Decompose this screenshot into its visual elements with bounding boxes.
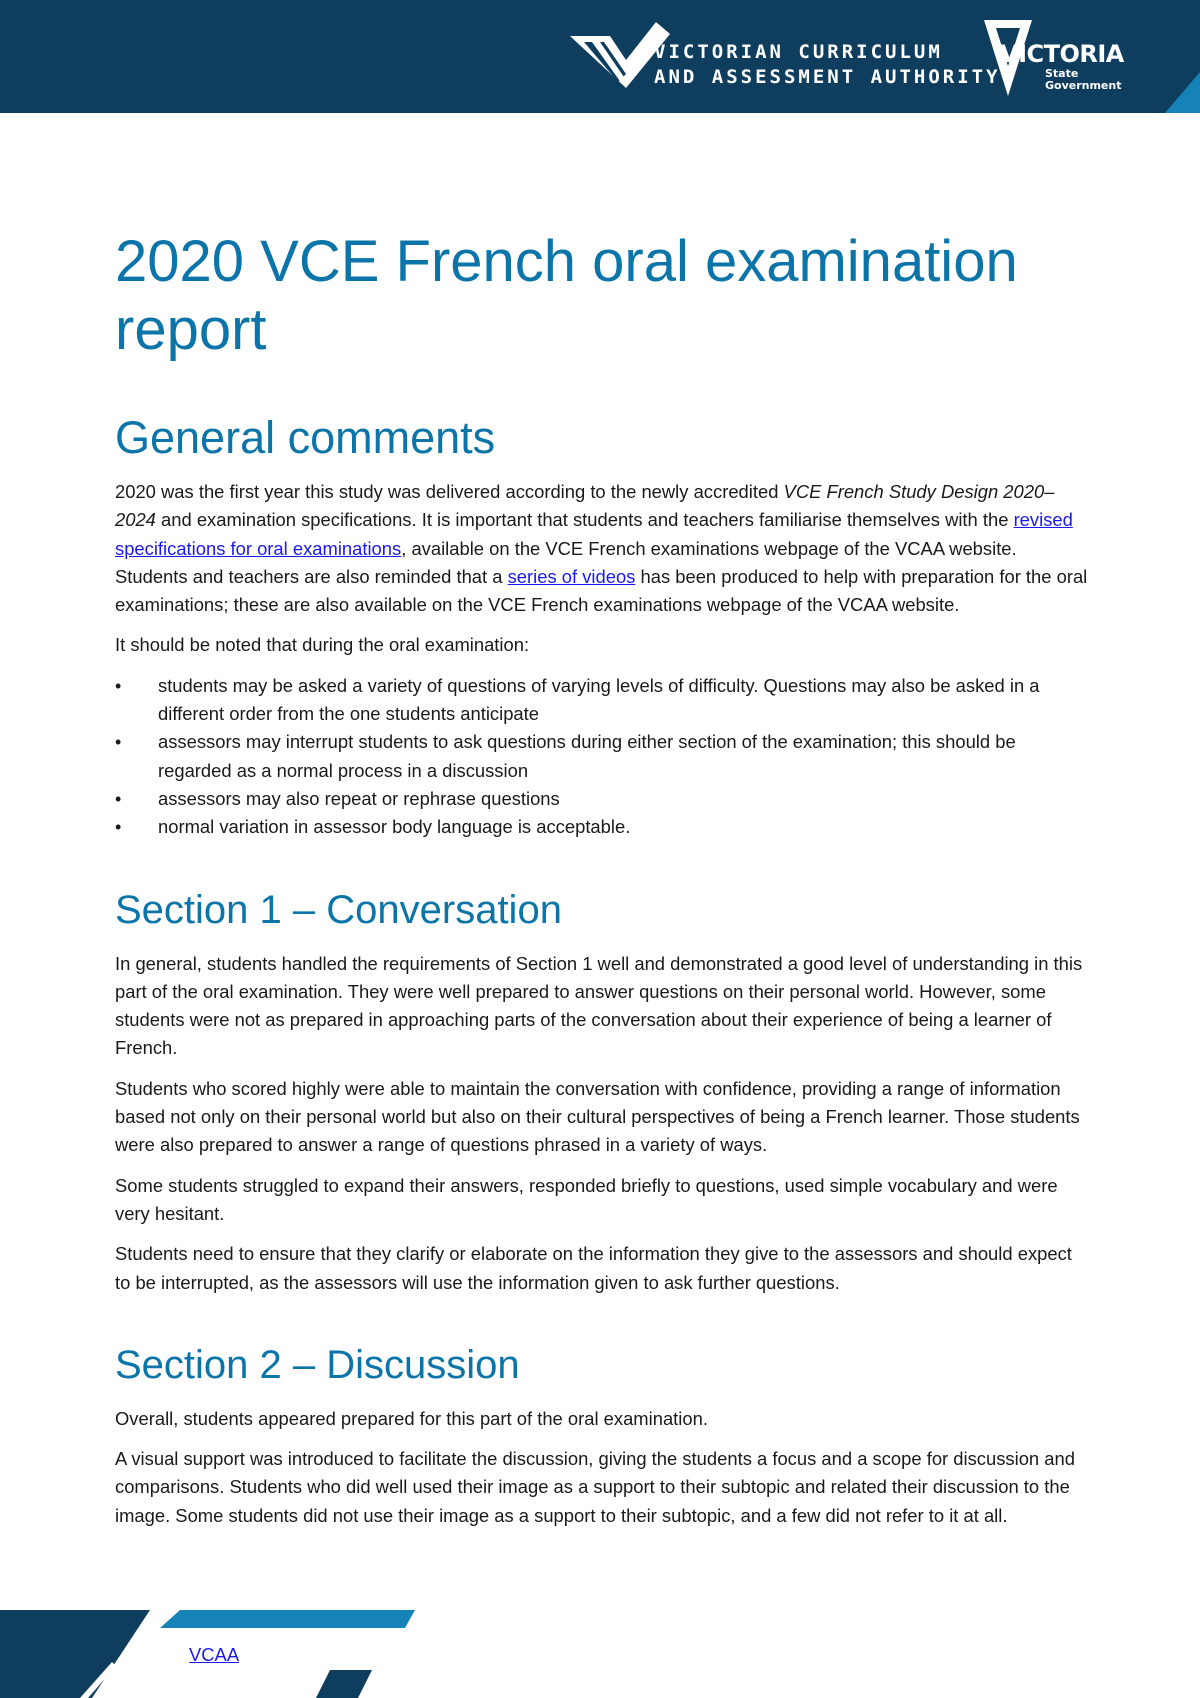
revised-specifications-link[interactable]: revised specifications for oral examinations [115, 509, 1073, 559]
vcaa-wordmark [654, 40, 1001, 90]
section-1-heading: Section 1 – Conversation [115, 887, 562, 932]
section-2-heading: Section 2 – Discussion [115, 1342, 520, 1387]
p1-text-b: and examination specifications. It is important that students and teachers familiarise themselves with the [155, 509, 1014, 531]
document-body [115, 228, 1090, 1530]
section-2-paragraph-1: Overall, students appeared prepared for this part of the oral examination. [115, 1407, 708, 1429]
page-title: 2020 VCE French oral examination report [115, 229, 1018, 362]
state-government-label [1045, 68, 1121, 92]
p1-text-d: has been produced to help with preparation for the oral examinations; these are also available on the VCE French examinations webpage of the VCAA website. [115, 565, 1088, 616]
study-design-title: VCE French Study Design 2020–2024 [115, 481, 1055, 531]
vic-sub-line-2: Government [1045, 79, 1122, 92]
section-1-paragraph-2: Students who scored highly were able to maintain the conversation with confidence, providing a range of information based not only on their personal world but also on their cultural perspectives of being a French learner. Those students were also prepared to answer a range of questions phrased in a variety of ways. [115, 1077, 1080, 1156]
vic-sub-line-1: State [1045, 67, 1079, 80]
victoria-wordmark: VICTORIA [1000, 40, 1124, 68]
list-item: • students may be asked a variety of questions of varying levels of difficulty. Questions may also be asked in a different order from the one students anticipate [115, 672, 1090, 729]
general-comments-paragraph-1 [115, 478, 1090, 619]
p1-text-c: , available on the VCE French examinations webpage of the VCAA website. Students and teachers are also reminded that a [115, 537, 1017, 587]
series-of-videos-link[interactable]: series of videos [507, 565, 636, 587]
list-item: • assessors may also repeat or rephrase questions [115, 785, 1090, 813]
list-item: • normal variation in assessor body language is acceptable. [115, 813, 1090, 841]
vcaa-line-2: AND ASSESSMENT AUTHORITY [654, 66, 1001, 88]
section-1-paragraph-1: In general, students handled the requirements of Section 1 well and demonstrated a good level of understanding in this part of the oral examination. They were well prepared to answer questions on their personal world. However, some students were not as prepared in approaching parts of the conversation about their experience of being a learner of French. [115, 952, 1083, 1059]
section-1-paragraph-4: Students need to ensure that they clarify or elaborate on the information they give to the assessors and should expect to be interrupted, as the assessors will use the information given to ask further questions. [115, 1243, 1072, 1293]
vcaa-line-1: VICTORIAN CURRICULUM [654, 41, 943, 63]
general-comments-heading: General comments [115, 412, 496, 463]
p1-text-a: 2020 was the first year this study was delivered according to the newly accredited [115, 481, 784, 502]
oral-exam-notes-list [115, 672, 1090, 842]
list-item: • assessors may interrupt students to ask questions during either section of the examination; this should be regarded as a normal process in a discussion [115, 728, 1090, 785]
general-comments-paragraph-2: It should be noted that during the oral examination: [115, 634, 530, 656]
section-2-paragraph-2: A visual support was introduced to facilitate the discussion, giving the students a focus and a scope for discussion and comparisons. Students who did well used their image as a support to their subtopic and related their discussion to the image. Some students did not use their image as a support to their subtopic, and a few did not refer to it at all. [115, 1448, 1075, 1526]
section-1-paragraph-3: Some students struggled to expand their answers, responded briefly to questions, used simple vocabulary and were very hesitant. [115, 1174, 1058, 1224]
footer-vcaa-link[interactable]: VCAA [189, 1644, 240, 1665]
